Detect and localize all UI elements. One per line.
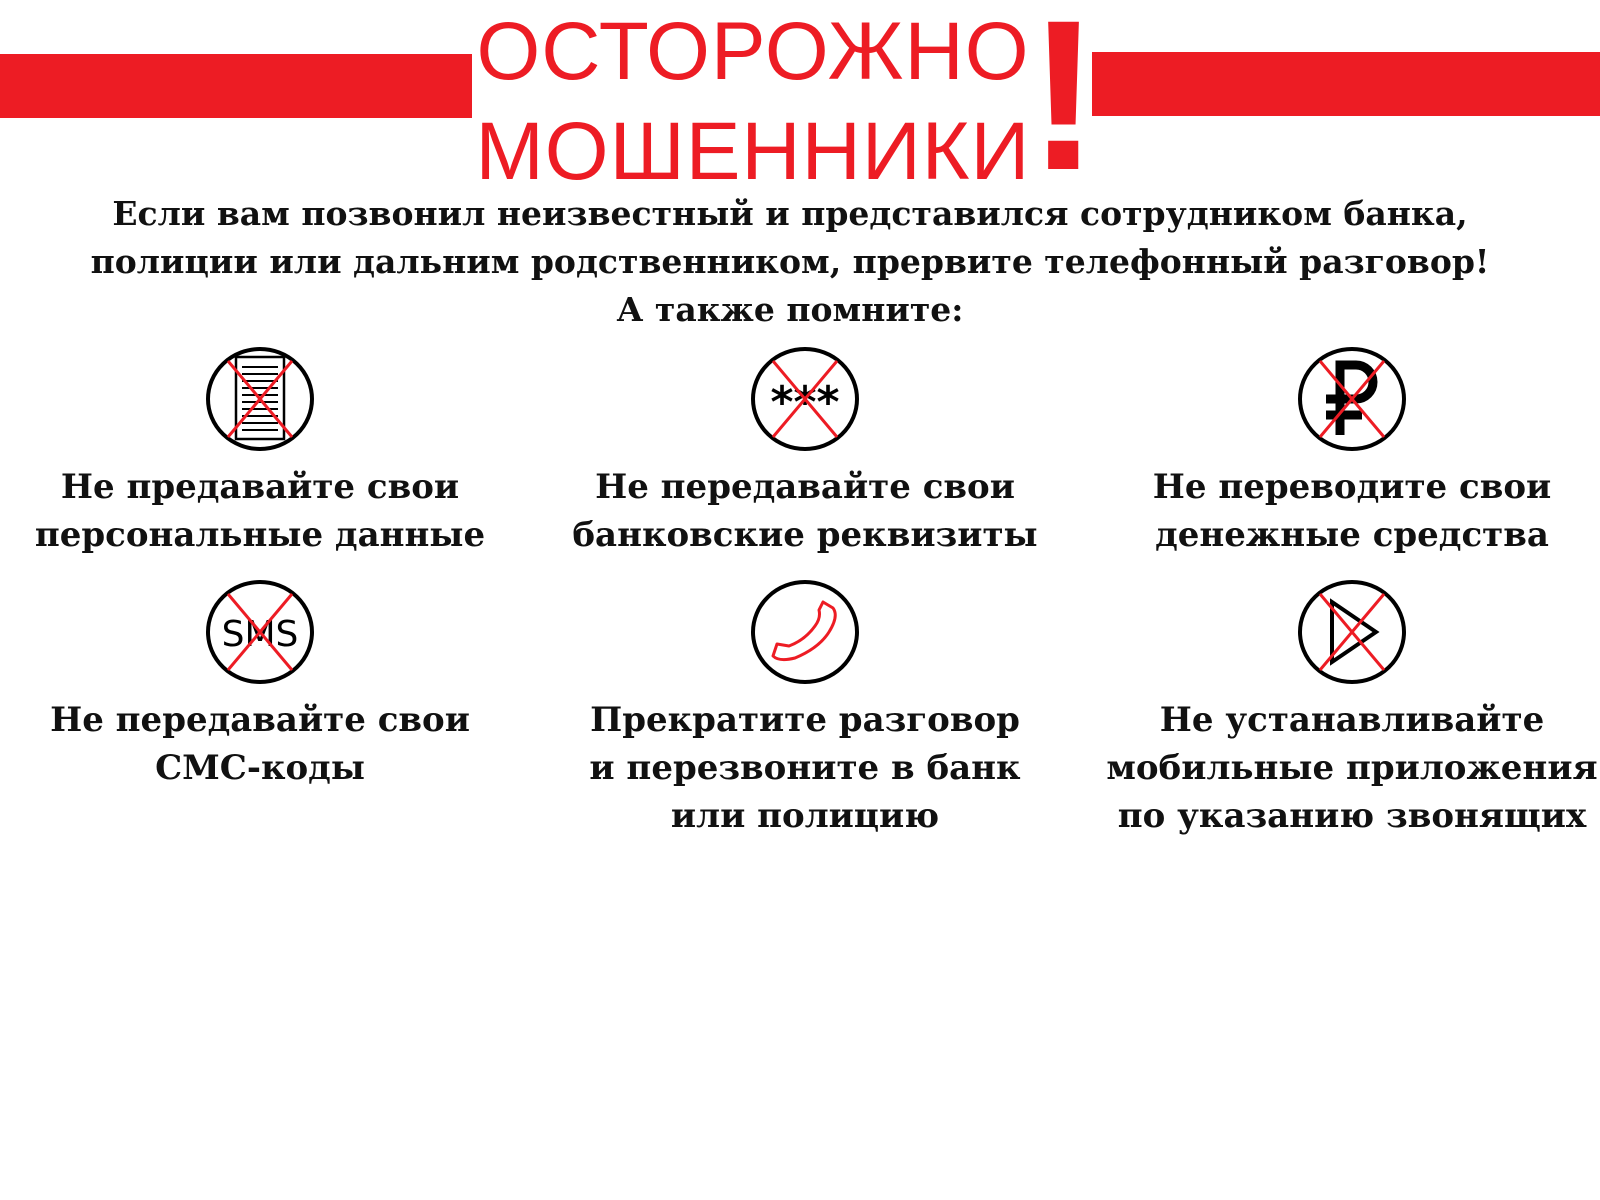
caption-line: Не переводите свои xyxy=(1152,467,1552,507)
tip-caption xyxy=(545,696,1065,840)
caption-line: мобильные приложения xyxy=(1106,748,1598,788)
caption-line: по указанию звонящих xyxy=(1117,796,1587,836)
intro-line-2: полиции или дальним родственником, прервите телефонный разговор! xyxy=(90,242,1490,281)
caption-line: персональные данные xyxy=(34,515,486,555)
caption-line: и перезвоните в банк xyxy=(589,748,1021,788)
document-icon xyxy=(204,345,316,453)
caption-line: Не устанавливайте xyxy=(1159,700,1545,740)
sms-icon xyxy=(204,578,316,686)
tip-caption xyxy=(545,463,1065,559)
play-icon xyxy=(1296,578,1408,686)
caption-line: Не передавайте свои xyxy=(50,700,470,740)
ruble-icon xyxy=(1296,345,1408,453)
tip-money-transfer xyxy=(1092,345,1600,559)
tip-caption xyxy=(0,696,520,792)
phone-icon xyxy=(749,578,861,686)
warning-title xyxy=(470,2,1036,202)
tip-personal-data xyxy=(0,345,520,559)
title-line-1: ОСТОРОЖНО xyxy=(476,6,1030,97)
tip-caption xyxy=(0,463,520,559)
tip-caption xyxy=(1092,696,1600,840)
left-red-bar xyxy=(0,54,472,118)
right-red-bar xyxy=(1092,52,1600,116)
tip-sms-codes xyxy=(0,578,520,792)
tip-bank-details xyxy=(545,345,1065,559)
caption-line: Не передавайте свои xyxy=(595,467,1015,507)
exclamation-mark: ! xyxy=(1028,0,1100,215)
tip-call-back xyxy=(545,578,1065,840)
intro-line-3: А также помните: xyxy=(616,290,964,329)
caption-line: Прекратите разговор xyxy=(590,700,1020,740)
title-line-2: МОШЕННИКИ xyxy=(475,106,1031,197)
intro-text xyxy=(40,190,1540,334)
asterisks-text: *** xyxy=(770,377,840,428)
password-icon xyxy=(749,345,861,453)
intro-line-1: Если вам позвонил неизвестный и представился сотрудником банка, xyxy=(112,194,1468,233)
caption-line: банковские реквизиты xyxy=(572,515,1038,555)
caption-line: Не предавайте свои xyxy=(60,467,460,507)
caption-line: денежные средства xyxy=(1155,515,1549,555)
caption-line: или полицию xyxy=(670,796,940,836)
tip-caption xyxy=(1092,463,1600,559)
caption-line: СМС-коды xyxy=(155,748,365,788)
tip-apps xyxy=(1092,578,1600,840)
sms-text: SMS xyxy=(221,614,299,655)
